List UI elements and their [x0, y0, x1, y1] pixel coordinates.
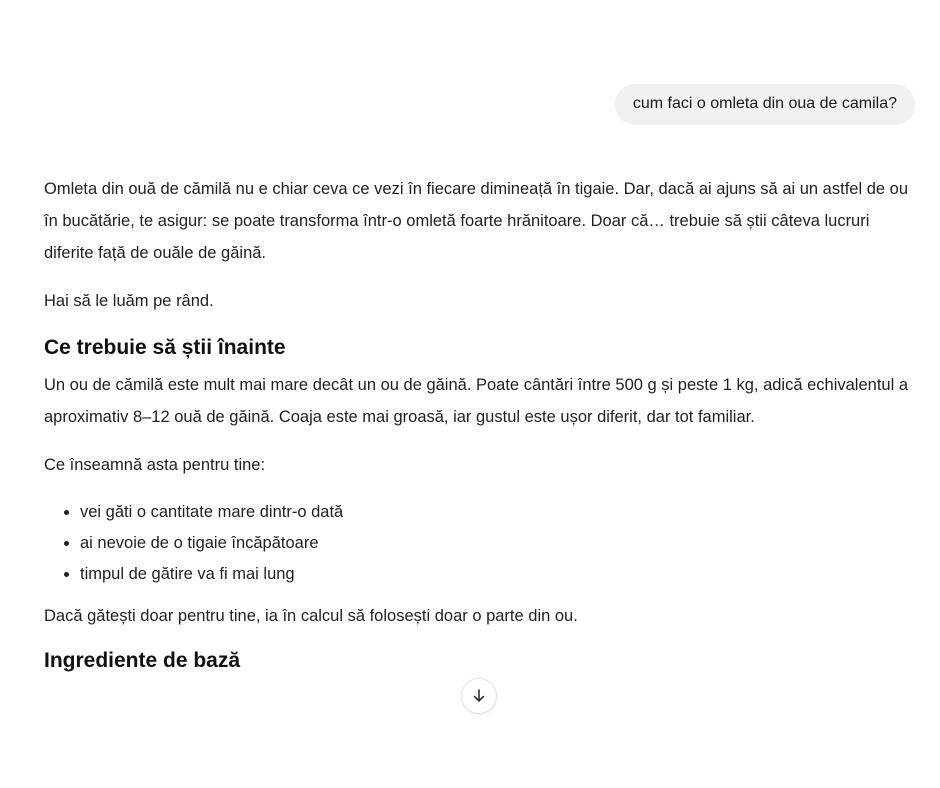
section-paragraph: Ce înseamnă asta pentru tine: [44, 456, 266, 474]
bullet-list [44, 497, 914, 590]
response-intro: Omleta din ouă de cămilă nu e chiar ceva ce vezi în fiecare dimineață în tigaie. Dar, dacă ai ajuns să ai un astfel de ou în bucătărie, te asigur: se poate transforma într-o omletă foarte hrănitoare. Doar că… trebuie să știi câteva lucruri diferite față de ouăle de găină. [44, 180, 908, 262]
user-message-bubble: cum faci o omleta din oua de camila? [615, 84, 915, 125]
list-item: • vei găti o cantitate mare dintr-o dată [80, 497, 914, 528]
scroll-to-bottom-button[interactable] [461, 678, 497, 714]
list-item: • ai nevoie de o tigaie încăpătoare [80, 528, 914, 559]
section-paragraph: Dacă gătești doar pentru tine, ia în calcul să folosești doar o parte din ou. [44, 607, 578, 625]
response-lead: Hai să le luăm pe rând. [44, 292, 214, 310]
section-paragraph: Un ou de cămilă este mult mai mare decât un ou de găină. Poate cântări între 500 g și peste 1 kg, adică echivalentul a aproximativ 8–12 ouă de găină. Coaja este mai groasă, iar gustul este ușor diferit, dar tot familiar. [44, 376, 909, 426]
assistant-response [44, 173, 914, 682]
list-item: • timpul de gătire va fi mai lung [80, 559, 914, 590]
section-heading: Ingrediente de bază [44, 649, 241, 672]
arrow-down-icon [471, 688, 487, 704]
section-heading: Ce trebuie să știi înainte [44, 336, 286, 359]
